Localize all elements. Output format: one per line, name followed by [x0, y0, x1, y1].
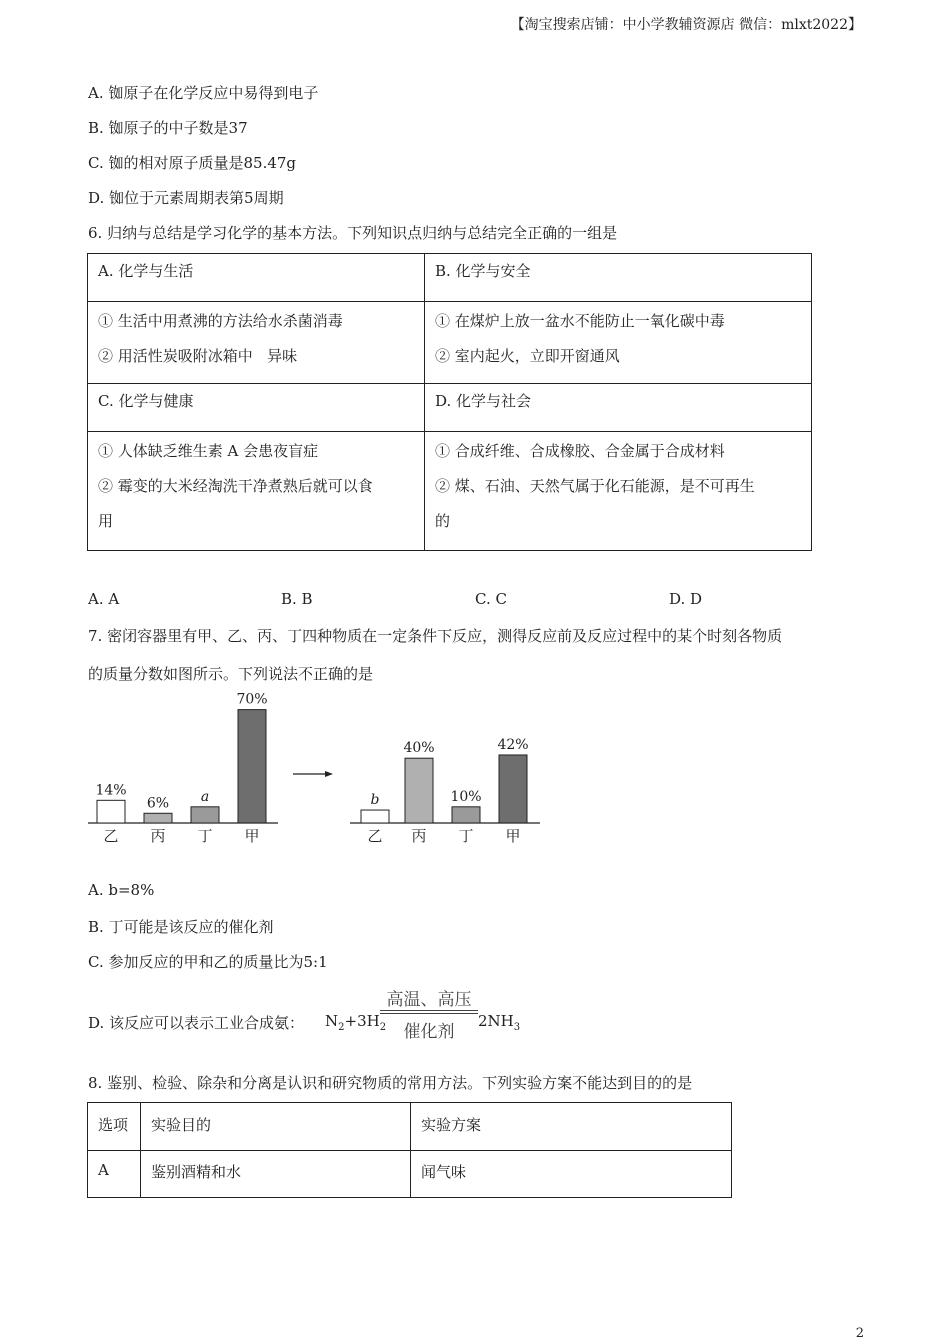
q6-c-title: C. 化学与健康	[88, 384, 425, 432]
bar-甲	[238, 710, 266, 823]
q6-d-item-1: ① 合成纤维、合成橡胶、合金属于合成材料	[435, 442, 725, 460]
q7-bar-charts	[80, 685, 550, 850]
bar-丁	[191, 807, 219, 823]
q6-d-title: D. 化学与社会	[425, 384, 812, 432]
q6-option-b: B. B	[281, 590, 313, 608]
page-number: 2	[855, 1326, 864, 1341]
bar-value-label: 6%	[146, 795, 170, 812]
chart-before	[88, 692, 278, 845]
bar-value-label: 40%	[403, 740, 435, 757]
q8-header-plan: 实验方案	[411, 1103, 732, 1151]
q6-option-d: D. D	[669, 590, 703, 608]
q6-option-a: A. A	[88, 590, 120, 608]
category-label: 丙	[411, 827, 427, 845]
q6-b-content	[425, 302, 812, 384]
q5-option-d: D. 铷位于元素周期表第5周期	[88, 189, 284, 207]
bar-value-label: 10%	[450, 788, 482, 805]
q6-c-item-2: ② 霉变的大米经淘洗干净煮熟后就可以食	[98, 477, 373, 495]
q7-option-a: A. b=8%	[88, 881, 155, 899]
bar-丙	[405, 758, 433, 823]
bar-丁	[452, 807, 480, 823]
formula-nh: 2NH	[478, 1012, 514, 1030]
bar-乙	[97, 800, 125, 823]
formula-h: +3H	[344, 1012, 380, 1030]
reaction-arrow	[293, 771, 333, 777]
bar-value-label: 14%	[95, 782, 127, 799]
bar-value-label: 70%	[236, 691, 268, 708]
q6-a-item-1: ① 生活中用煮沸的方法给水杀菌消毒	[98, 312, 343, 330]
q8-row-option: A	[88, 1151, 141, 1198]
q6-c-item-2-cont: 用	[98, 512, 114, 530]
q6-d-item-2-cont: 的	[435, 512, 451, 530]
q6-table	[87, 253, 812, 551]
q8-row-plan: 闻气味	[411, 1151, 732, 1198]
q8-stem: 8. 鉴别、检验、除杂和分离是认识和研究物质的常用方法。下列实验方案不能达到目的的是	[88, 1074, 693, 1092]
q6-c-content	[88, 432, 425, 551]
equals-line-bottom	[380, 1013, 478, 1014]
category-label: 甲	[505, 827, 521, 845]
category-label: 丁	[458, 827, 474, 845]
q5-option-b: B. 铷原子的中子数是37	[88, 119, 248, 137]
category-label: 甲	[244, 827, 260, 845]
q8-table	[87, 1102, 732, 1198]
q6-b-title: B. 化学与安全	[425, 254, 812, 302]
condition-bottom: 催化剂	[403, 1022, 455, 1042]
formula-sub-2: 2	[379, 1022, 387, 1033]
bar-value-label: b	[370, 792, 380, 809]
q6-b-item-2: ② 室内起火，立即开窗通风	[435, 347, 620, 365]
bar-乙	[361, 810, 389, 823]
q7-stem-line-1: 7. 密闭容器里有甲、乙、丙、丁四种物质在一定条件下反应，测得反应前及反应过程中的某个时刻各物质	[88, 627, 783, 645]
q6-d-content	[425, 432, 812, 551]
q7-stem-line-2: 的质量分数如图所示。下列说法不正确的是	[88, 665, 374, 683]
condition-top: 高温、高压	[386, 990, 472, 1010]
category-label: 丁	[197, 827, 213, 845]
q8-row-purpose: 鉴别酒精和水	[141, 1151, 411, 1198]
formula-reactants	[325, 1012, 386, 1033]
equals-line-top	[380, 1010, 478, 1011]
q7-option-b: B. 丁可能是该反应的催化剂	[88, 918, 274, 936]
q6-a-title: A. 化学与生活	[88, 254, 425, 302]
category-label: 乙	[367, 827, 383, 845]
q6-a-item-2: ② 用活性炭吸附冰箱中 异味	[98, 347, 298, 365]
q5-option-c: C. 铷的相对原子质量是85.47g	[88, 154, 297, 172]
formula-n: N	[325, 1012, 339, 1030]
page-header: 【淘宝搜索店铺：中小学教辅资源店 微信：mlxt2022】	[510, 17, 862, 33]
q6-b-item-1: ① 在煤炉上放一盆水不能防止一氧化碳中毒	[435, 312, 725, 330]
q8-header-purpose: 实验目的	[141, 1103, 411, 1151]
q6-d-item-2: ② 煤、石油、天然气属于化石能源，是不可再生	[435, 477, 755, 495]
q5-option-a: A. 铷原子在化学反应中易得到电子	[88, 84, 319, 102]
formula-sub-1: 2	[338, 1022, 345, 1033]
bar-甲	[499, 755, 527, 823]
category-label: 乙	[103, 827, 119, 845]
q6-a-content	[88, 302, 425, 384]
formula-product	[478, 1012, 520, 1033]
q8-header-option: 选项	[88, 1103, 141, 1151]
category-label: 丙	[150, 827, 166, 845]
bar-丙	[144, 813, 172, 823]
q7-option-d-prefix: D. 该反应可以表示工业合成氨：	[88, 1014, 305, 1032]
q7-option-d	[88, 985, 588, 1045]
q6-c-item-1: ① 人体缺乏维生素 A 会患夜盲症	[98, 442, 319, 460]
chart-after	[350, 737, 540, 845]
bar-value-label: 42%	[497, 736, 529, 753]
q6-stem: 6. 归纳与总结是学习化学的基本方法。下列知识点归纳与总结完全正确的一组是	[88, 224, 618, 242]
q6-option-c: C. C	[475, 590, 507, 608]
formula-sub-3: 3	[513, 1022, 521, 1033]
q7-option-c: C. 参加反应的甲和乙的质量比为5:1	[88, 953, 328, 971]
bar-value-label: a	[200, 788, 210, 805]
